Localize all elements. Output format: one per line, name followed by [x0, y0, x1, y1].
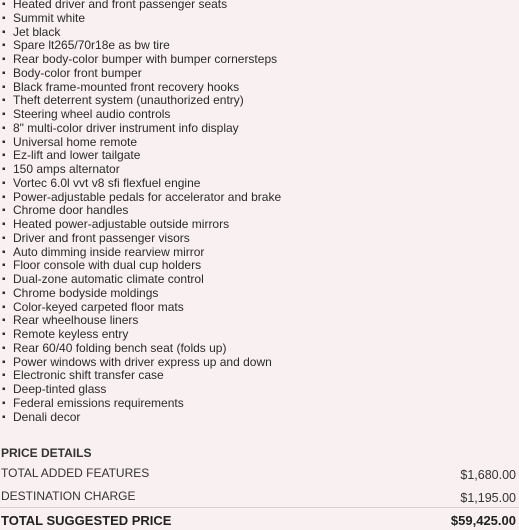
feature-item	[2, 94, 512, 108]
bullet-icon: ▪	[2, 329, 6, 340]
feature-item	[2, 232, 512, 246]
bullet-icon: ▪	[2, 219, 6, 230]
feature-item	[2, 81, 512, 95]
bullet-icon: ▪	[2, 122, 6, 134]
feature-label: Black frame-mounted front recovery hooks	[13, 79, 240, 94]
bullet-icon: ▪	[2, 67, 6, 79]
feature-item	[2, 301, 512, 315]
bullet-icon: ▪	[2, 12, 6, 24]
bullet-icon: ▪	[2, 0, 6, 10]
feature-item	[2, 191, 512, 205]
bullet-icon: ▪	[2, 411, 6, 423]
feature-item	[2, 0, 512, 12]
feature-label: Federal emissions requirements	[13, 395, 184, 410]
feature-list	[2, 0, 512, 424]
feature-label: Body-color front bumper	[13, 65, 142, 80]
feature-item	[2, 342, 512, 356]
feature-item	[2, 67, 512, 81]
feature-label: Chrome bodyside moldings	[13, 285, 159, 300]
feature-item	[2, 39, 512, 53]
feature-label: Rear wheelhouse liners	[13, 313, 139, 328]
bullet-icon: ▪	[2, 205, 6, 217]
feature-item	[2, 356, 512, 370]
destination-charge-value: $1,195.00	[460, 491, 516, 505]
destination-charge-label: DESTINATION CHARGE	[1, 489, 136, 503]
bullet-icon: ▪	[2, 274, 6, 285]
feature-item	[2, 204, 512, 218]
feature-label: Spare lt265/70r18e as bw tire	[13, 38, 170, 53]
bullet-icon: ▪	[2, 109, 6, 120]
feature-item	[2, 397, 512, 411]
total-suggested-price-value: $59,425.00	[450, 513, 516, 528]
feature-item	[2, 328, 512, 342]
bullet-icon: ▪	[2, 384, 6, 395]
bullet-icon: ▪	[2, 287, 6, 299]
feature-label: Summit white	[13, 10, 86, 25]
feature-label: Heated power-adjustable outside mirrors	[13, 217, 230, 231]
bullet-icon: ▪	[2, 136, 6, 148]
feature-label: Electronic shift transfer case	[13, 368, 164, 383]
feature-item	[2, 383, 512, 397]
feature-label: Ez-lift and lower tailgate	[13, 148, 141, 163]
feature-item	[2, 369, 512, 383]
feature-label: Dual-zone automatic climate control	[13, 272, 204, 286]
feature-item	[2, 149, 512, 163]
feature-label: Steering wheel audio controls	[13, 107, 171, 121]
bullet-icon: ▪	[2, 301, 6, 313]
bullet-icon: ▪	[2, 81, 6, 93]
feature-label: Universal home remote	[13, 134, 138, 149]
feature-label: Power-adjustable pedals for accelerator and brake	[13, 189, 282, 204]
feature-item	[2, 273, 512, 287]
feature-item	[2, 136, 512, 150]
bullet-icon: ▪	[2, 54, 6, 65]
bullet-icon: ▪	[2, 26, 6, 38]
feature-item	[2, 177, 512, 191]
feature-label: Theft deterrent system (unauthorized entry)	[13, 93, 244, 108]
bullet-icon: ▪	[2, 356, 6, 368]
bullet-icon: ▪	[2, 370, 6, 382]
feature-label: 150 amps alternator	[13, 162, 120, 176]
total-added-features-label: TOTAL ADDED FEATURES	[1, 466, 150, 480]
feature-label: Floor console with dual cup holders	[13, 258, 202, 273]
bullet-icon: ▪	[2, 191, 6, 203]
feature-item	[2, 259, 512, 273]
bullet-icon: ▪	[2, 342, 6, 354]
feature-label: Vortec 6.0l vvt v8 sfi flexfuel engine	[13, 175, 201, 190]
bullet-icon: ▪	[2, 260, 6, 272]
feature-item	[2, 246, 512, 260]
bullet-icon: ▪	[2, 150, 6, 162]
feature-item	[2, 314, 512, 328]
feature-item	[2, 122, 512, 136]
feature-item	[2, 163, 512, 177]
feature-item	[2, 26, 512, 40]
price-details-heading: PRICE DETAILS	[1, 446, 92, 460]
bullet-icon: ▪	[2, 95, 6, 107]
bullet-icon: ▪	[2, 40, 6, 52]
feature-label: 8" multi-color driver instrument info display	[13, 120, 239, 135]
feature-label: Auto dimming inside rearview mirror	[13, 244, 205, 259]
feature-label: Denali decor	[13, 409, 81, 424]
bullet-icon: ▪	[2, 164, 6, 175]
feature-label: Deep-tinted glass	[13, 382, 107, 396]
bullet-icon: ▪	[2, 246, 6, 258]
feature-item	[2, 108, 512, 122]
feature-label: Color-keyed carpeted floor mats	[13, 299, 184, 314]
feature-label: Driver and front passenger visors	[13, 230, 190, 245]
bullet-icon: ▪	[2, 232, 6, 244]
feature-item	[2, 411, 512, 425]
feature-label: Remote keyless entry	[13, 327, 129, 341]
total-suggested-price-row	[0, 507, 519, 530]
feature-item	[2, 287, 512, 301]
feature-item	[2, 218, 512, 232]
bullet-icon: ▪	[2, 315, 6, 327]
bullet-icon: ▪	[2, 177, 6, 189]
total-added-features-value: $1,680.00	[460, 468, 516, 482]
feature-label: Heated driver and front passenger seats	[13, 0, 228, 11]
feature-label: Power windows with driver express up and down	[13, 354, 272, 369]
feature-item	[2, 53, 512, 67]
bullet-icon: ▪	[2, 397, 6, 409]
feature-label: Jet black	[13, 24, 61, 39]
feature-item	[2, 12, 512, 26]
feature-label: Rear body-color bumper with bumper cornersteps	[13, 52, 278, 66]
total-suggested-price-label: TOTAL SUGGESTED PRICE	[1, 513, 172, 528]
feature-label: Rear 60/40 folding bench seat (folds up)	[13, 340, 227, 355]
feature-label: Chrome door handles	[13, 203, 129, 218]
